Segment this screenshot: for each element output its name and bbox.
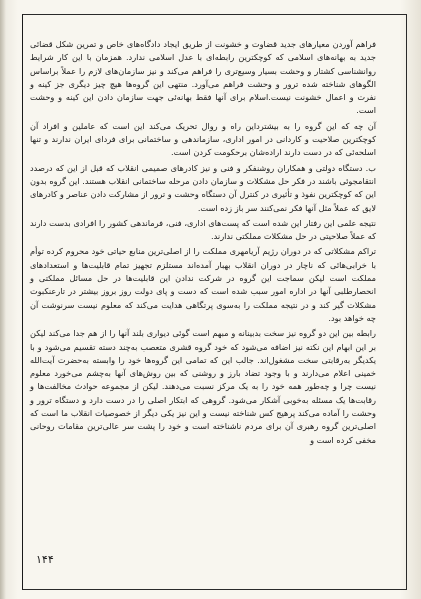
body-text <box>30 38 376 449</box>
page-number: ۱۴۴ <box>36 553 54 566</box>
paragraph-2: آن چه که این گروه را به بیشترداین راه و روال تحریک می‌کند این است که عاملین و افراد آن کوچکترین صلاحیت و کاردانی در امور اداری، سازماندهی و ساختمانی برای فردای ایران ندارند و تنها اسلحه‌ئی که در دست دارند اراده‌شان برحکومت کردن است. <box>30 120 376 158</box>
paragraph-4: نتیجه علمی این رفتار این شده است که پست‌های اداری، فنی، فرماندهی کشور را افرادی بدست دارند که عملاً صلاحیتی در حل مشکلات مملکتی ندارند. <box>30 217 376 242</box>
paragraph-6: رابطه بین این دو گروه نیز سخت بدبینانه و مبهم است گوئی دیواری بلند آنها را از هم جدا می‌کند لیکن بر این ابهام این نکته نیز اضافه می‌شود که خود گروه قشری متعصب به‌چند دسته تقسیم می‌شود و با یکدیگر به‌رقابتی سخت مشغول‌اند. جالب این که تمامی این گروه‌ها خود را وابسته به‌حضرت آیت‌الله خمینی اعلام می‌دارند و با وجود تضاد بارز و روشنی که بین روش‌های آنها به‌چشم می‌خورد معلوم نیست چرا و چه‌طور همه خود را به یک مرکز نسبت می‌دهند. لیکن از مجموعه حوادث مخالفت‌ها و رقابت‌ها یک مسئله به‌خوبی آشکار می‌شود. گروهی که ابتکار اصلی را در دست دارد و دستگاه ترور و وحشت را آماده می‌کند پرهیج کس شناخته نیست و این نیز یکی دیگر از خصوصیات انقلاب ما است که اصلی‌ترین گروه رهبری آن برای مردم ناشناخته است و خود را پشت سر عالی‌ترین مقامات روحانی مخفی کرده است و <box>30 328 376 445</box>
page-edge-shadow <box>0 0 6 599</box>
paragraph-3: ب. دستگاه دولتی و همکاران روشنفکر و فنی و نیز کادرهای صمیمی انقلاب که قبل از این که درصدد انتقامجوئی باشند در فکر حل مشکلات و سازمان دادن مرحله ساختمانی انقلاب هستند. این گروه بدون این که کوچکترین نفوذ و تأثیری در کنترل آن دستگاه وحشت و ترور از مشارکت دادن عناصر و کادرهای لایق که عملاً مثل آنها فکر نمی‌کنند سر باز زده است. <box>30 162 376 213</box>
paragraph-1: فراهم آوردن معیارهای جدید قضاوت و خشونت از طریق ایجاد دادگاه‌های خاص و تمرین شکل قضائی جدید به بهانه‌های اسلامی که کوچکترین رابطه‌ای با عدل اسلامی ندارد. همزمان با این کار شرایط روانشناسی کشتار و وحشت بسیار وسیع‌تری را فراهم می‌کند و نیز سازمان‌های لازم را عملاً براساس الگوهای شناخته شده ترور و وحشت فراهم می‌آورد. منتهی این گروه‌ها هیچ چیز دیگری جز کینه و نفرت و اعمال خشونت نیست.اسلام برای آنها فقط بهانه‌ئی جهت سازمان دادن این کینه و وحشت است. <box>30 39 376 116</box>
paragraph-5: تراکم مشکلاتی که در دوران رژیم آریامهری مملکت را از اصلی‌ترین منابع حیاتی خود محروم کرده توأم با خرابی‌هائی که ناچار در دوران انقلاب بهبار آمده‌اند مستلزم تجهیز تمام قابلیت‌ها و استعدادهای مملکت است لیکن سماجت این گروه در شرکت ندادن این قابلیت‌ها در حل مسائل مملکتی و انحصارطلبی آنها در اداره امور سبب شده است که دست و پای دولت روز بروز بیشتر در تارعنکبوت مشکلات گیر کند و در نتیجه مملکت را به‌سوی پرتگاهی هدایت می‌کند که معلوم نیست سرنوشت آن چه خواهد بود. <box>30 246 376 323</box>
